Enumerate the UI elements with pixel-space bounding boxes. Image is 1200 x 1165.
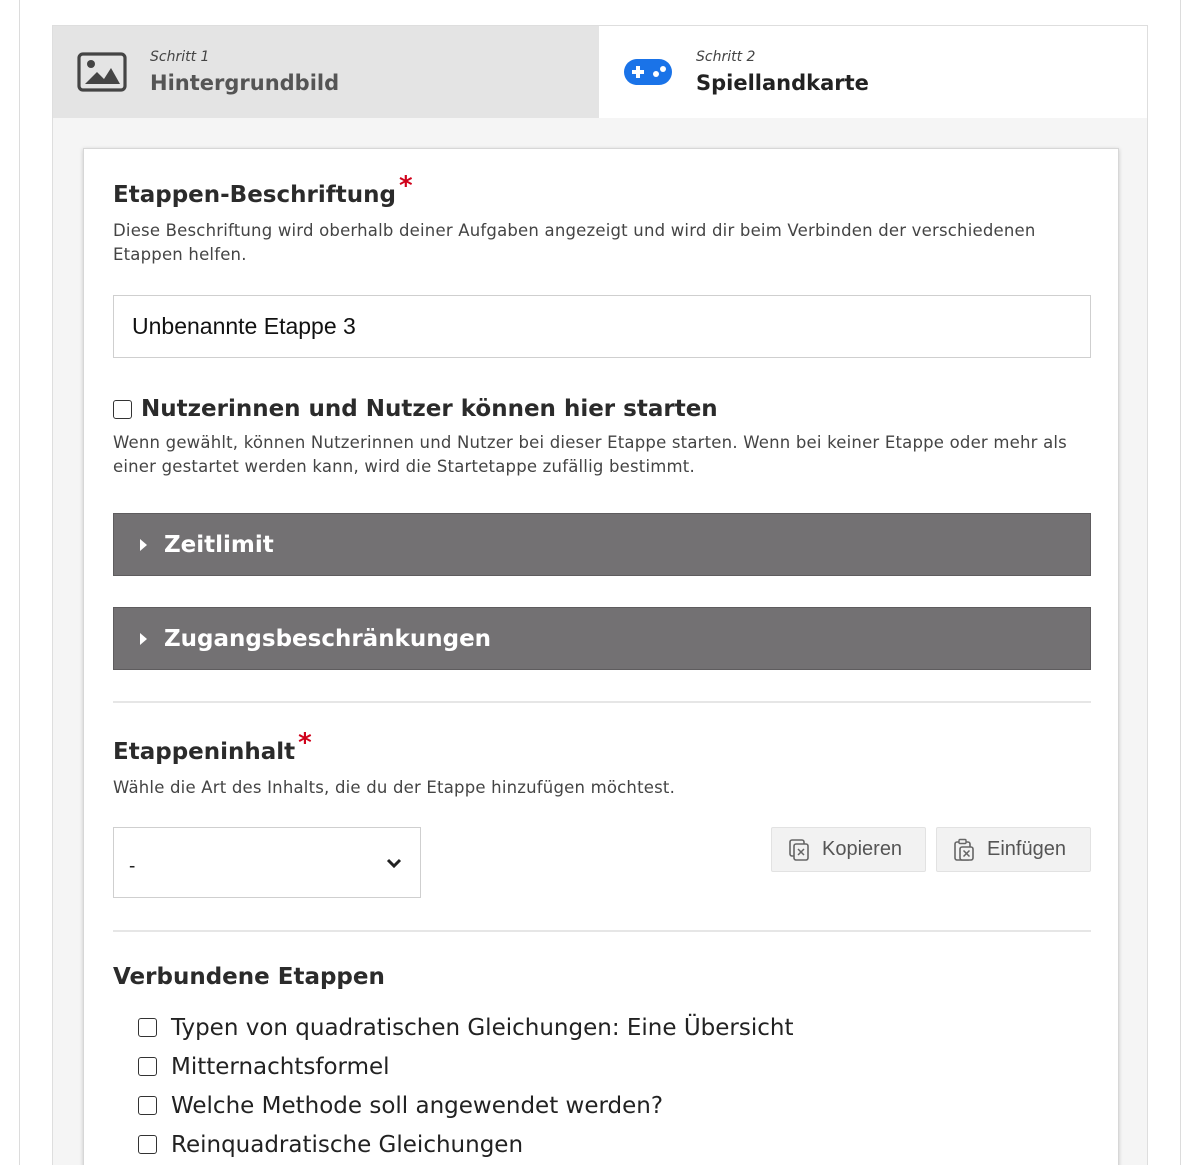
input-value: Unbenannte Etappe 3 [132, 313, 356, 339]
accordion-label: Zeitlimit [164, 531, 274, 558]
field-description: Wähle die Art des Inhalts, die du der Etappe hinzufügen möchtest. [113, 778, 676, 797]
accordion-time-limit[interactable] [113, 513, 1091, 576]
stage-checkbox[interactable] [138, 1057, 157, 1076]
field-label: Etappen-Beschriftung [113, 182, 396, 208]
connected-stages-list [138, 1008, 794, 1164]
paste-button[interactable] [936, 827, 1091, 872]
image-icon [53, 52, 150, 92]
list-item[interactable] [138, 1008, 794, 1047]
tab-step-2[interactable] [599, 26, 1147, 118]
required-marker: * [298, 728, 312, 758]
stage-checkbox-label[interactable]: Welche Methode soll angewendet werden? [171, 1092, 664, 1119]
caret-right-icon [140, 539, 147, 551]
stage-editor-panel [83, 148, 1119, 1165]
stage-checkbox-label[interactable]: Mitternachtsformel [171, 1053, 390, 1080]
list-item[interactable] [138, 1086, 794, 1125]
stage-checkbox[interactable] [138, 1018, 157, 1037]
connected-stages [113, 964, 1091, 1165]
content-type-select[interactable] [113, 827, 421, 898]
field-label: Etappeninhalt [113, 739, 296, 765]
accordion-access-restrictions[interactable] [113, 607, 1091, 670]
start-checkbox-label[interactable]: Nutzerinnen und Nutzer können hier starten [141, 396, 718, 422]
step-title: Hintergrundbild [150, 71, 340, 95]
copy-button[interactable] [771, 827, 926, 872]
stage-checkbox-label[interactable]: Typen von quadratischen Gleichungen: Eine Übersicht [171, 1014, 794, 1041]
accordion-label: Zugangsbeschränkungen [164, 625, 492, 652]
copy-icon [788, 838, 810, 862]
gamepad-icon [599, 58, 696, 86]
required-marker: * [398, 171, 413, 201]
start-option-description: Wenn gewählt, können Nutzerinnen und Nutzer bei dieser Etappe starten. Wenn bei keiner Etappe oder mehr als einer gestartet werden kann, wird die Startetappe zufällig bestimmt. [113, 433, 1067, 476]
step-number: Schritt 2 [696, 49, 756, 65]
stage-checkbox-label[interactable]: Reinquadratische Gleichungen [171, 1131, 524, 1158]
stage-content-field [113, 728, 1091, 800]
stage-checkbox[interactable] [138, 1096, 157, 1115]
chevron-down-icon [386, 858, 402, 868]
step-number: Schritt 1 [150, 49, 210, 65]
select-value: - [129, 855, 136, 877]
tab-step-1[interactable] [53, 26, 599, 118]
paste-label: Einfügen [987, 838, 1066, 860]
paste-icon [953, 838, 975, 862]
divider [113, 930, 1091, 932]
list-item[interactable] [138, 1047, 794, 1086]
stage-label-input[interactable] [113, 295, 1091, 358]
content-controls [113, 827, 1091, 899]
wizard [52, 25, 1148, 1165]
start-option [113, 396, 1091, 479]
copy-label: Kopieren [822, 838, 903, 860]
connected-stages-title: Verbundene Etappen [113, 964, 385, 990]
step-tabs [53, 26, 1147, 118]
stage-label-field [113, 171, 1091, 267]
field-description: Diese Beschriftung wird oberhalb deiner Aufgaben angezeigt und wird dir beim Verbinden der verschiedenen Etappen helfen. [113, 221, 1036, 264]
list-item[interactable] [138, 1125, 794, 1164]
step-title: Spiellandkarte [696, 71, 869, 95]
divider [113, 701, 1091, 703]
stage-checkbox[interactable] [138, 1135, 157, 1154]
start-checkbox[interactable] [113, 400, 132, 419]
caret-right-icon [140, 633, 147, 645]
